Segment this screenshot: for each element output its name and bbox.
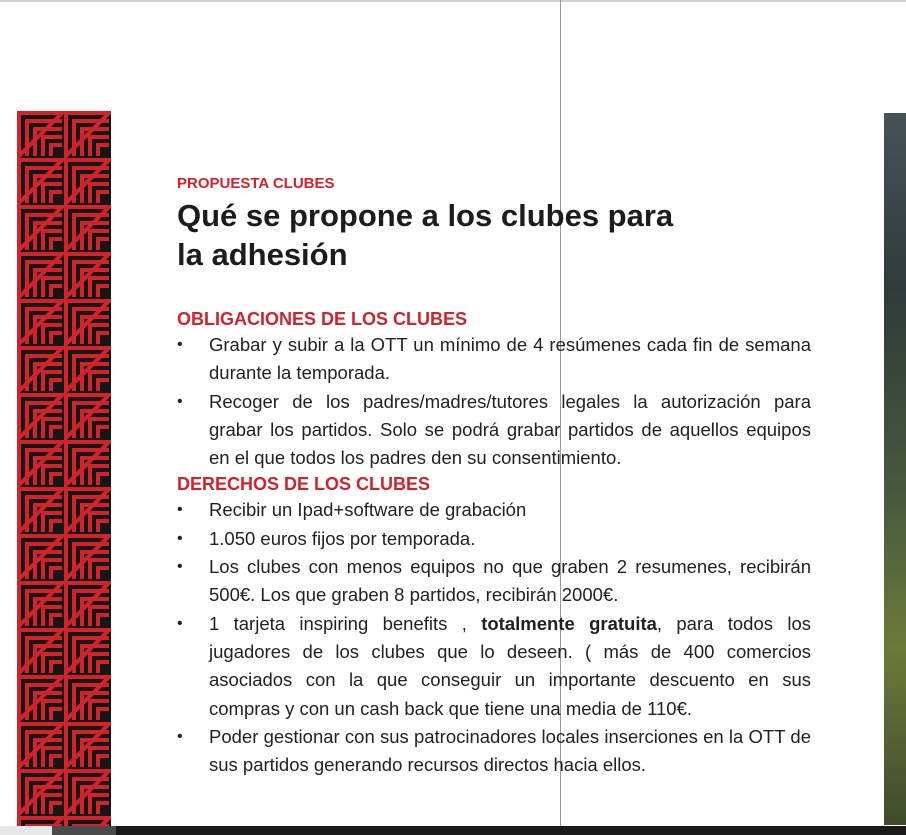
decorative-fret-pattern (17, 111, 111, 831)
list-item: • 1.050 euros fijos por temporada. (177, 525, 811, 553)
bottom-edge-segment (0, 826, 52, 835)
list-item-text: 1 tarjeta inspiring benefits , (209, 612, 482, 634)
list-item-emphasis: totalmente gratuita (481, 612, 657, 634)
page-title: Qué se propone a los clubes para la adhesión (177, 198, 674, 272)
background-photo-edge (884, 113, 906, 825)
bottom-edge-segment (52, 826, 116, 835)
obligaciones-list (177, 331, 811, 472)
list-item (177, 610, 811, 723)
kicker-label: PROPUESTA CLUBES (177, 175, 335, 192)
list-item: • Grabar y subir a la OTT un mínimo de 4 resúmenes cada fin de semana durante la temporada. (177, 331, 811, 388)
list-item: • Poder gestionar con sus patrocinadores locales inserciones en la OTT de sus partidos generando recursos directos hacia ellos. (177, 723, 811, 780)
list-item: • Recibir un Ipad+software de grabación (177, 496, 811, 524)
bottom-edge-bar (0, 826, 906, 835)
document-body (177, 174, 811, 779)
top-edge-rule (0, 0, 906, 2)
list-item-text: , para todos los jugadores de los clubes que lo deseen. ( más de 400 comercios asociados con la que conseguir un importante descuento en sus compras y con un cash back que tiene una media de 110€. (209, 612, 811, 719)
list-item: • Recoger de los padres/madres/tutores legales la autorización para grabar los partidos. Solo se podrá grabar partidos de aquellos equipos en el que todos los padres den su consentimiento. (177, 388, 811, 473)
section-heading-derechos: DERECHOS DE LOS CLUBES (177, 474, 431, 495)
derechos-list (177, 496, 811, 779)
list-item: • Los clubes con menos equipos no que graben 2 resumenes, recibirán 500€. Los que graben 8 partidos, recibirán 2000€. (177, 553, 811, 610)
section-heading-obligaciones: OBLIGACIONES DE LOS CLUBES (177, 309, 468, 329)
